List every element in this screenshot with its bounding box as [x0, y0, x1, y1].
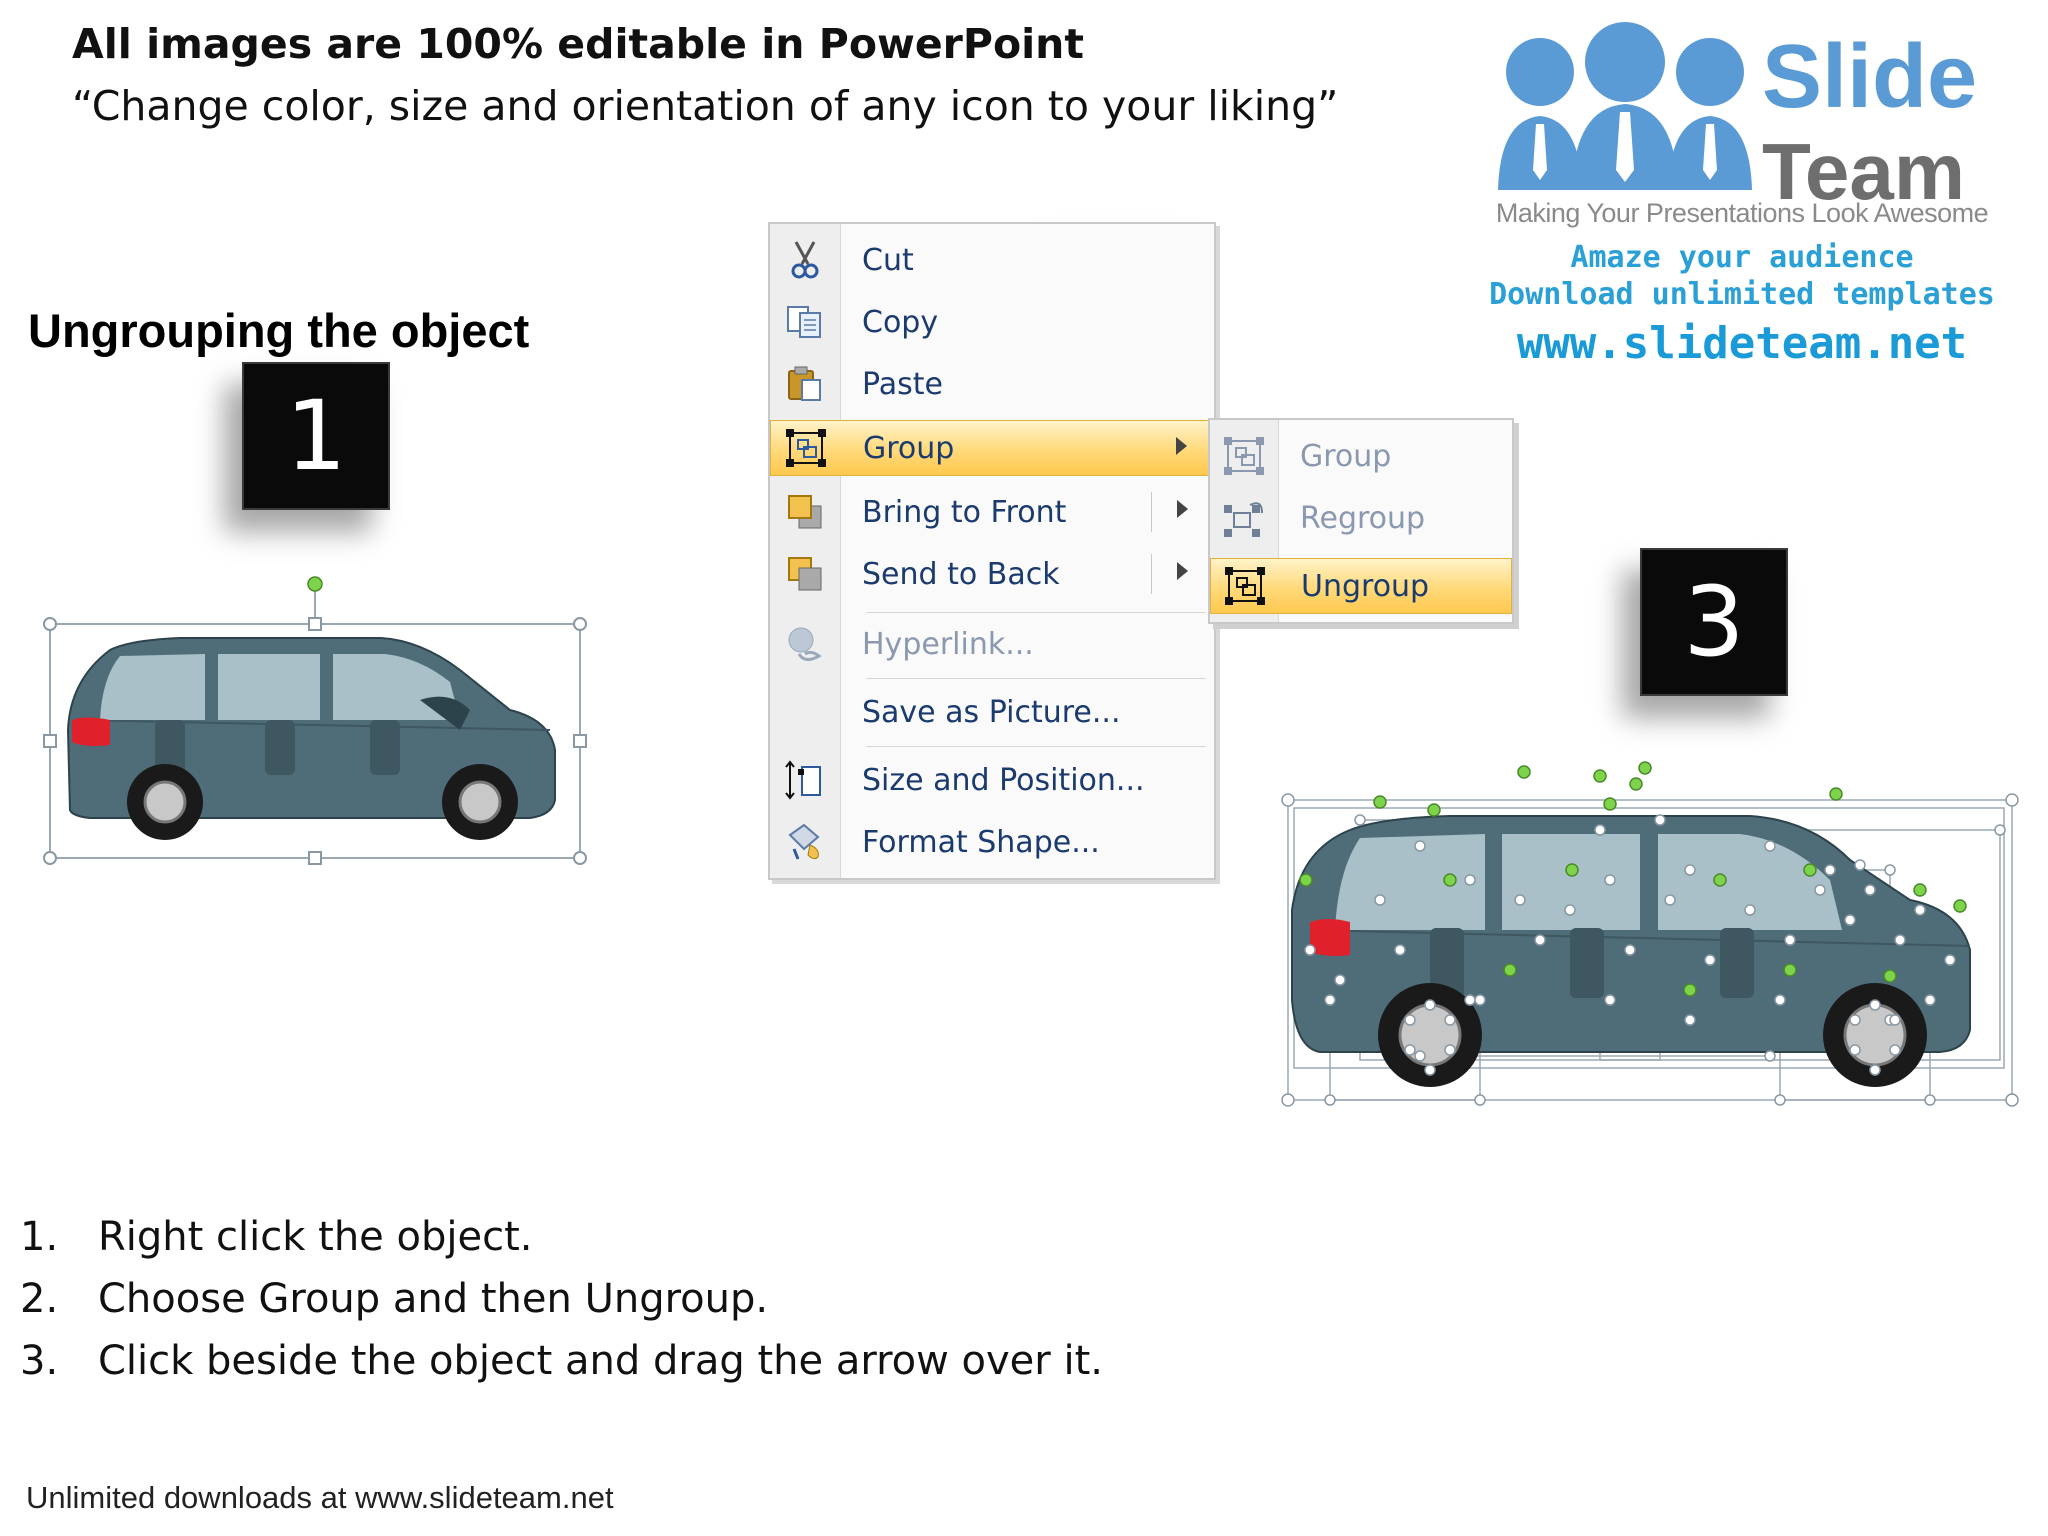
van-window	[100, 654, 205, 720]
van-ungrouped[interactable]	[1270, 750, 2030, 1120]
paste-icon	[785, 364, 825, 404]
instruction-3	[20, 1338, 1103, 1384]
menu-item-save-as-picture[interactable]	[770, 684, 1214, 740]
menu-item-format-shape[interactable]	[770, 814, 1214, 870]
menu-item-paste[interactable]	[770, 356, 1214, 412]
group-submenu	[1208, 418, 1514, 624]
submenu-item-regroup[interactable]	[1210, 490, 1512, 546]
menu-item-label: Ungroup	[1301, 568, 1430, 604]
submenu-arrow-icon	[1177, 562, 1188, 580]
send-to-back-icon	[785, 554, 825, 594]
regroup-icon	[1222, 497, 1266, 539]
promo-line-1: Amaze your audience	[1570, 240, 1914, 275]
promo-line-2: Download unlimited templates	[1489, 277, 1995, 312]
menu-item-label: Format Shape...	[862, 824, 1100, 860]
logo-tagline: Making Your Presentations Look Awesome	[1495, 198, 1989, 228]
menu-item-bring-to-front[interactable]	[770, 484, 1214, 540]
menu-item-label: Group	[863, 430, 955, 466]
context-menu	[768, 222, 1216, 880]
group-icon	[1222, 435, 1266, 477]
menu-item-label: Size and Position...	[862, 762, 1145, 798]
step-number: 1	[285, 380, 347, 492]
submenu-arrow-icon	[1176, 437, 1187, 455]
step-badge-1	[242, 362, 390, 510]
promo-url[interactable]: www.slideteam.net	[1516, 318, 1968, 369]
submenu-item-group[interactable]	[1210, 428, 1512, 484]
logo-word-slide: Slide	[1762, 27, 1978, 127]
menu-item-label: Regroup	[1300, 500, 1426, 536]
instruction-text: Click beside the object and drag the arrow over it.	[98, 1338, 1103, 1384]
scissors-icon	[788, 240, 822, 280]
tail-light	[1310, 919, 1350, 956]
instruction-number: 2.	[20, 1276, 59, 1322]
size-position-icon	[784, 759, 826, 801]
menu-item-label: Hyperlink...	[862, 626, 1034, 662]
bring-to-front-icon	[785, 492, 825, 532]
instruction-2	[20, 1276, 768, 1322]
menu-item-hyperlink[interactable]	[770, 616, 1214, 672]
menu-item-copy[interactable]	[770, 294, 1214, 350]
instruction-number: 1.	[20, 1214, 59, 1260]
menu-item-group[interactable]	[770, 420, 1214, 476]
hyperlink-icon	[785, 624, 825, 664]
footer-text[interactable]: Unlimited downloads at www.slideteam.net	[26, 1480, 614, 1515]
header-title: All images are 100% editable in PowerPoint	[72, 20, 1084, 68]
submenu-item-ungroup[interactable]	[1210, 558, 1512, 614]
format-shape-icon	[784, 821, 826, 863]
menu-item-label: Group	[1300, 438, 1392, 474]
instruction-text: Right click the object.	[98, 1214, 533, 1260]
section-title: Ungrouping the object	[28, 304, 530, 357]
group-icon	[784, 427, 828, 469]
menu-item-cut[interactable]	[770, 232, 1214, 288]
header-subtitle: “Change color, size and orientation of any icon to your liking”	[72, 82, 1339, 130]
copy-icon	[785, 304, 825, 340]
menu-item-send-to-back[interactable]	[770, 546, 1214, 602]
ungroup-icon	[1223, 565, 1267, 607]
instruction-text: Choose Group and then Ungroup.	[98, 1276, 769, 1322]
instruction-1	[20, 1214, 532, 1260]
menu-item-label: Paste	[862, 366, 943, 402]
menu-item-label: Copy	[862, 304, 939, 340]
rotation-handle[interactable]	[308, 577, 322, 591]
step-badge-3	[1640, 548, 1788, 696]
van-window	[1335, 834, 1485, 930]
menu-item-label: Send to Back	[862, 556, 1060, 592]
menu-item-label: Bring to Front	[862, 494, 1067, 530]
tail-light	[72, 718, 110, 747]
menu-item-label: Save as Picture...	[862, 694, 1121, 730]
submenu-arrow-icon	[1177, 500, 1188, 518]
van-window	[218, 654, 320, 720]
menu-item-size-and-position[interactable]	[770, 752, 1214, 808]
van-grouped[interactable]	[40, 570, 600, 870]
logo-word-team: Team	[1762, 127, 1966, 216]
menu-item-label: Cut	[862, 242, 914, 278]
slideteam-people-logo-icon	[1490, 20, 1760, 198]
step-number: 3	[1683, 566, 1745, 678]
instruction-number: 3.	[20, 1338, 59, 1384]
